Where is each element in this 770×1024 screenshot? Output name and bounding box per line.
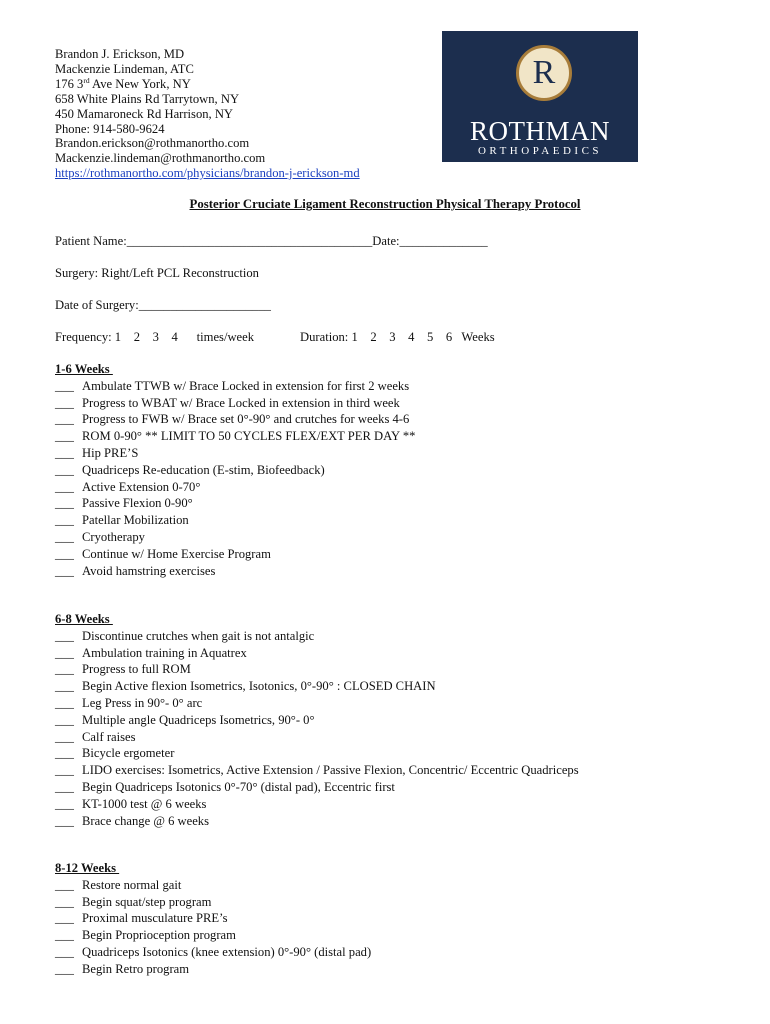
list-item: ___ LIDO exercises: Isometrics, Active Extension / Passive Flexion, Concentric/ Eccentric Quadriceps <box>55 763 579 778</box>
list-item: ___ Quadriceps Isotonics (knee extension) 0°-90° (distal pad) <box>55 944 372 959</box>
list-item: ___ Leg Press in 90°- 0° arc <box>55 695 203 710</box>
list-item: ___ Hip PRE’S <box>55 445 139 460</box>
list-item: ___ Begin squat/step program <box>55 894 212 909</box>
list-item: ___ Patellar Mobilization <box>55 513 189 528</box>
list-item: ___ Begin Proprioception program <box>55 928 236 943</box>
list-item: ___ Begin Retro program <box>55 961 190 976</box>
list-item: ___ Active Extension 0-70° <box>55 479 201 494</box>
section-1-6-weeks <box>55 361 415 579</box>
page-title: Posterior Cruciate Ligament Reconstruction Physical Therapy Protocol <box>189 197 581 211</box>
date-of-surgery-field: Date of Surgery:_____________________ <box>55 298 271 312</box>
list-item: ___ Ambulate TTWB w/ Brace Locked in extension for first 2 weeks <box>55 378 410 393</box>
trainer-email: Mackenzie.lindeman@rothmanortho.com <box>55 151 266 166</box>
list-item: ___ Avoid hamstring exercises <box>55 563 216 578</box>
logo-letter: R <box>532 54 556 91</box>
logo-name: ROTHMAN <box>469 116 610 146</box>
address-tarrytown: 658 White Plains Rd Tarrytown, NY <box>55 91 240 106</box>
list-item: ___ ROM 0-90° ** LIMIT TO 50 CYCLES FLEX/EXT PER DAY ** <box>55 429 416 444</box>
section-title: 6-8 Weeks <box>55 612 113 626</box>
list-item: ___ Multiple angle Quadriceps Isometrics, 90°- 0° <box>55 712 315 727</box>
contact-block <box>55 47 360 181</box>
trainer-name: Mackenzie Lindeman, ATC <box>55 61 194 76</box>
surgery-field: Surgery: Right/Left PCL Reconstruction <box>55 266 259 280</box>
list-item: ___ Progress to WBAT w/ Brace Locked in extension in third week <box>55 395 400 410</box>
logo-subtitle: ORTHOPAEDICS <box>477 145 603 157</box>
section-6-8-weeks <box>55 611 579 829</box>
physician-email: Brandon.erickson@rothmanortho.com <box>55 136 250 151</box>
duration-field: Duration: 1 2 3 4 5 6 Weeks <box>300 330 495 344</box>
list-item: ___ Continue w/ Home Exercise Program <box>55 546 271 561</box>
frequency-duration-field <box>55 330 495 345</box>
physician-profile-link[interactable]: https://rothmanortho.com/physicians/brandon-j-erickson-md <box>55 166 360 181</box>
address-new-york: 176 3rd Ave New York, NY <box>55 75 191 91</box>
list-item: ___ Cryotherapy <box>55 529 145 544</box>
logo-emblem <box>516 45 572 101</box>
list-item: ___ Begin Active flexion Isometrics, Isotonics, 0°-90° : CLOSED CHAIN <box>55 679 436 694</box>
list-item: ___ Bicycle ergometer <box>55 746 175 761</box>
frequency-field: Frequency: 1 2 3 4 times/week <box>55 330 255 344</box>
patient-name-date-field: Patient Name:_______________________________________Date:______________ <box>55 234 488 248</box>
list-item: ___ Progress to FWB w/ Brace set 0°-90° and crutches for weeks 4-6 <box>55 412 410 427</box>
phone: Phone: 914-580-9624 <box>55 121 165 136</box>
list-item: ___ KT-1000 test @ 6 weeks <box>55 796 207 811</box>
list-item: ___ Begin Quadriceps Isotonics 0°-70° (distal pad), Eccentric first <box>55 779 395 794</box>
section-title: 1-6 Weeks <box>55 362 113 376</box>
physician-name: Brandon J. Erickson, MD <box>55 47 185 61</box>
address-harrison: 450 Mamaroneck Rd Harrison, NY <box>55 106 234 121</box>
section-8-12-weeks <box>55 860 371 978</box>
list-item: ___ Proximal musculature PRE’s <box>55 911 228 926</box>
list-item: ___ Brace change @ 6 weeks <box>55 813 209 828</box>
list-item: ___ Passive Flexion 0-90° <box>55 496 193 511</box>
list-item: ___ Quadriceps Re-education (E-stim, Biofeedback) <box>55 462 325 477</box>
section-title: 8-12 Weeks <box>55 861 120 875</box>
list-item: ___ Progress to full ROM <box>55 662 191 677</box>
list-item: ___ Restore normal gait <box>55 877 182 892</box>
list-item: ___ Ambulation training in Aquatrex <box>55 645 247 660</box>
rothman-logo <box>442 31 638 162</box>
list-item: ___ Discontinue crutches when gait is not antalgic <box>55 628 315 643</box>
list-item: ___ Calf raises <box>55 729 136 744</box>
